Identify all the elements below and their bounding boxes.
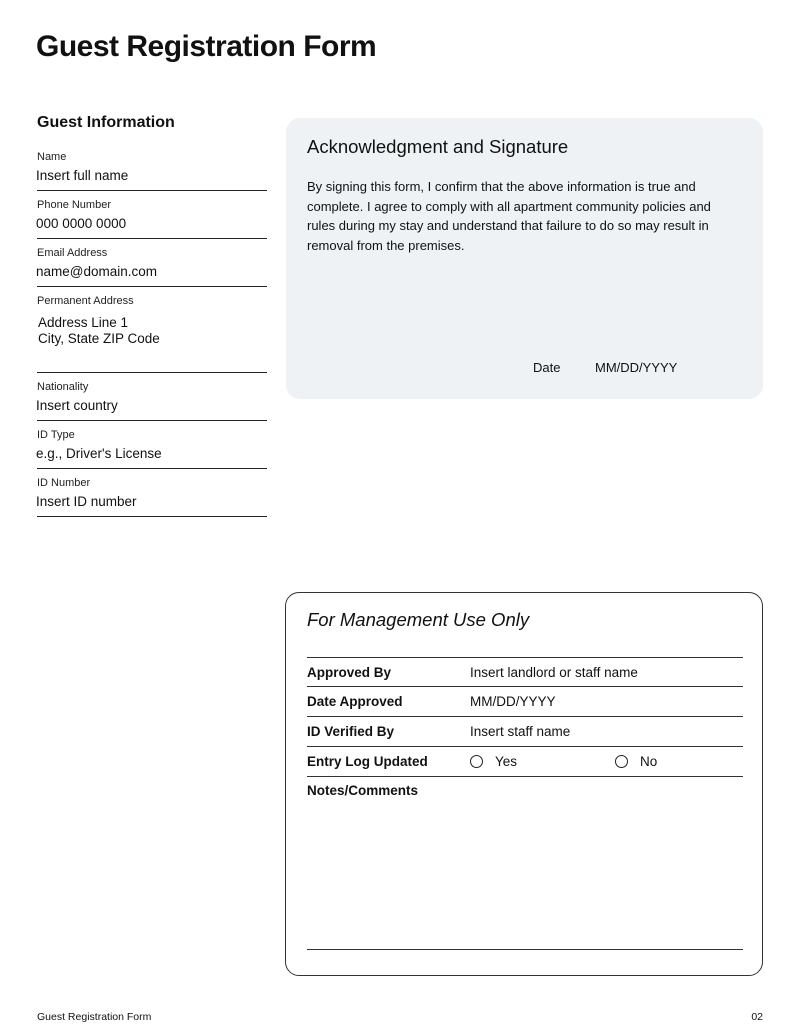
approved-by-input[interactable]: Insert landlord or staff name (470, 664, 638, 680)
id-verified-by-label: ID Verified By (307, 724, 395, 739)
name-label: Name (37, 151, 67, 163)
acknowledgment-heading: Acknowledgment and Signature (307, 136, 569, 157)
management-table (307, 657, 743, 777)
phone-number-label: Phone Number (37, 199, 111, 211)
id-verified-by-input[interactable]: Insert staff name (470, 724, 571, 739)
permanent-address-input[interactable] (38, 315, 267, 347)
email-address-label: Email Address (37, 247, 108, 259)
phone-number-field[interactable] (37, 199, 267, 239)
address-line-1: Address Line 1 (38, 315, 129, 330)
management-heading: For Management Use Only (307, 609, 530, 630)
email-address-input[interactable]: name@domain.com (36, 264, 158, 279)
signature-date-label: Date (533, 360, 561, 375)
permanent-address-field[interactable] (37, 295, 267, 373)
nationality-field[interactable] (37, 381, 267, 421)
id-type-label: ID Type (37, 429, 75, 441)
table-row (307, 717, 743, 747)
email-address-field[interactable] (37, 247, 267, 287)
notes-comments-label: Notes/Comments (307, 783, 419, 798)
entry-log-no-option[interactable] (615, 754, 657, 769)
entry-log-yes-option[interactable] (470, 754, 615, 769)
signature-date-input[interactable]: MM/DD/YYYY (595, 360, 678, 375)
no-radio-icon[interactable] (615, 755, 628, 768)
table-row (307, 687, 743, 717)
phone-number-input[interactable]: 000 0000 0000 (36, 216, 127, 231)
approved-by-label: Approved By (307, 664, 392, 680)
acknowledgment-panel (286, 118, 763, 399)
page-title: Guest Registration Form (36, 30, 377, 63)
date-approved-label: Date Approved (307, 694, 403, 709)
no-option-label: No (640, 754, 658, 769)
id-type-input[interactable]: e.g., Driver's License (36, 446, 162, 461)
id-number-field[interactable] (37, 477, 267, 517)
entry-log-updated-label: Entry Log Updated (307, 754, 428, 769)
footer-title: Guest Registration Form (37, 1011, 152, 1023)
permanent-address-label: Permanent Address (37, 295, 134, 307)
notes-comments-input[interactable] (307, 807, 743, 950)
nationality-input[interactable]: Insert country (36, 398, 118, 413)
id-number-label: ID Number (37, 477, 91, 489)
nationality-label: Nationality (37, 381, 89, 393)
address-line-2: City, State ZIP Code (38, 331, 160, 346)
id-number-input[interactable]: Insert ID number (36, 494, 137, 509)
acknowledgment-text: By signing this form, I confirm that the above information is true and complete. I agree to comply with all apartment community policies and rules during my stay and understand that failure to do so may result in removal from the premises. (307, 179, 711, 253)
table-row (307, 747, 743, 777)
yes-radio-icon[interactable] (470, 755, 483, 768)
management-panel (285, 592, 763, 976)
name-field[interactable] (37, 151, 267, 191)
yes-option-label: Yes (495, 754, 518, 769)
name-input[interactable]: Insert full name (36, 168, 129, 183)
table-row (307, 657, 743, 687)
id-type-field[interactable] (37, 429, 267, 469)
date-approved-input[interactable]: MM/DD/YYYY (470, 694, 556, 709)
guest-information-heading: Guest Information (37, 114, 175, 131)
page-number: 02 (751, 1011, 763, 1023)
